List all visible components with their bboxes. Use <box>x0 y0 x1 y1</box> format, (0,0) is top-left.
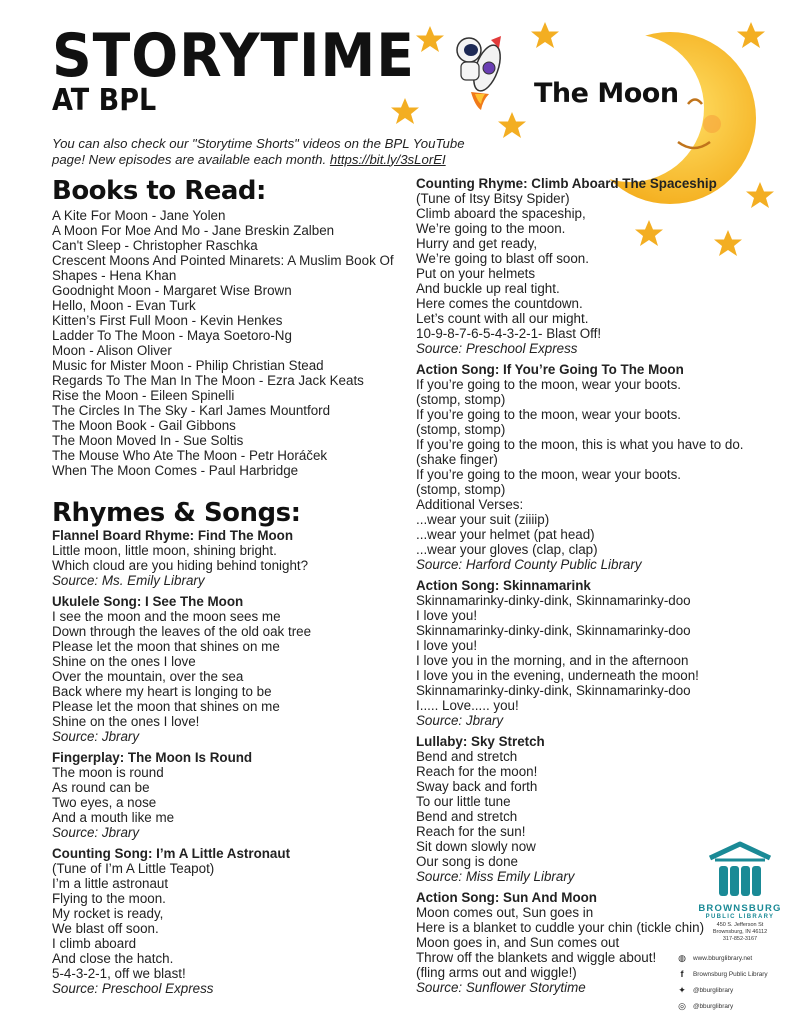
social-links <box>675 950 768 1014</box>
social-label: Brownsburg Public Library <box>693 970 768 978</box>
left-column <box>52 176 392 1002</box>
book-item: The Moon Book - Gail Gibbons <box>52 418 236 433</box>
rhyme-line: ...wear your suit (ziiiip) <box>416 512 550 527</box>
twitter-icon: ✦ <box>678 984 686 995</box>
rhyme-block <box>416 578 716 728</box>
rhyme-line: (stomp, stomp) <box>416 482 506 497</box>
book-item: Music for Mister Moon - Philip Christian Stead <box>52 358 324 373</box>
rhyme-line: Hurry and get ready, <box>416 236 538 251</box>
rhyme-line: Moon goes in, and Sun comes out <box>416 935 620 950</box>
globe-icon: ◍ <box>678 952 686 963</box>
intro-paragraph <box>52 136 472 167</box>
rhyme-line: Please let the moon that shines on me <box>52 699 280 714</box>
rhyme-line: Let’s count with all our might. <box>416 311 589 326</box>
rhyme-line: My rocket is ready, <box>52 906 164 921</box>
library-building-icon <box>705 840 775 898</box>
book-item: When The Moon Comes - Paul Harbridge <box>52 463 299 478</box>
library-subname: PUBLIC LIBRARY <box>705 914 775 920</box>
book-item: Crescent Moons And Pointed Minarets: A Muslim Book Of <box>52 253 394 268</box>
rhyme-source: Source: Miss Emily Library <box>416 869 575 884</box>
rhyme-source: Source: Sunflower Storytime <box>416 980 586 995</box>
social-twitter[interactable] <box>675 982 768 998</box>
rhyme-title: Action Song: Skinnamarink <box>416 578 591 593</box>
theme-title: The Moon <box>534 78 679 109</box>
book-list <box>52 208 392 478</box>
rhyme-line: Here is a blanket to cuddle your chin (tickle chin) <box>416 920 705 935</box>
rhyme-title: Ukulele Song: I See The Moon <box>52 594 244 609</box>
intro-text: You can also check our "Storytime Shorts" videos on the BPL YouTube page! New episodes are available each month. <box>52 136 465 167</box>
books-heading: Books to Read: <box>52 176 266 206</box>
rhyme-line: Down through the leaves of the old oak tree <box>52 624 312 639</box>
rhyme-block <box>416 734 716 884</box>
book-item: A Kite For Moon - Jane Yolen <box>52 208 226 223</box>
rhyme-line: (fling arms out and wiggle!) <box>416 965 577 980</box>
rhyme-line: I climb aboard <box>52 936 137 951</box>
social-instagram[interactable] <box>675 998 768 1014</box>
social-label: @bburglibrary <box>693 1002 734 1010</box>
rhyme-source: Source: Preschool Express <box>52 981 214 996</box>
rhyme-line: Bend and stretch <box>416 749 518 764</box>
rhyme-line: If you’re going to the moon, this is what you have to do. <box>416 437 744 452</box>
rhyme-line: Over the mountain, over the sea <box>52 669 244 684</box>
rhyme-source: Source: Jbrary <box>416 713 504 728</box>
astronaut-rocket-illustration <box>449 20 509 115</box>
youtube-link[interactable]: https://bit.ly/3sLorEI <box>329 151 446 167</box>
rhyme-line: Skinnamarinky-dinky-dink, Skinnamarinky-doo <box>416 623 691 638</box>
rhyme-line: I love you in the evening, underneath the moon! <box>416 668 699 683</box>
rhyme-source: Source: Preschool Express <box>416 341 578 356</box>
rhyme-line: I love you in the morning, and in the afternoon <box>416 653 689 668</box>
rhyme-line: Back where my heart is longing to be <box>52 684 272 699</box>
rhyme-line: Put on your helmets <box>416 266 536 281</box>
rhyme-line: I love you! <box>416 608 478 623</box>
rhyme-source: Source: Ms. Emily Library <box>52 573 205 588</box>
rhyme-title: Counting Rhyme: Climb Aboard The Spaceship <box>416 176 717 191</box>
rhyme-source: Source: Harford County Public Library <box>416 557 642 572</box>
rhyme-block <box>52 594 392 744</box>
rhyme-line: Our song is done <box>416 854 518 869</box>
rhyme-title: Lullaby: Sky Stretch <box>416 734 545 749</box>
rhyme-line: ...wear your gloves (clap, clap) <box>416 542 598 557</box>
rhyme-block <box>52 750 392 840</box>
rhyme-line: (Tune of Itsy Bitsy Spider) <box>416 191 570 206</box>
book-item: Goodnight Moon - Margaret Wise Brown <box>52 283 292 298</box>
rhyme-line: We’re going to blast off soon. <box>416 251 589 266</box>
rhyme-line: Moon comes out, Sun goes in <box>416 905 594 920</box>
social-label: @bburglibrary <box>693 986 734 994</box>
rhyme-line: I’m a little astronaut <box>52 876 169 891</box>
rhyme-line: Throw off the blankets and wiggle about! <box>416 950 657 965</box>
library-name: BROWNSBURG <box>698 903 782 914</box>
library-address <box>690 922 790 943</box>
rhyme-line: If you’re going to the moon, wear your boots. <box>416 377 681 392</box>
page-title: STORYTIME <box>52 21 415 91</box>
rhyme-line: (Tune of I’m A Little Teapot) <box>52 861 215 876</box>
rhyme-line: If you’re going to the moon, wear your boots. <box>416 407 681 422</box>
facebook-icon: f <box>680 969 684 979</box>
rhyme-line: (stomp, stomp) <box>416 392 506 407</box>
rhyme-line: Reach for the moon! <box>416 764 538 779</box>
book-item: Kitten’s First Full Moon - Kevin Henkes <box>52 313 283 328</box>
book-item: Hello, Moon - Evan Turk <box>52 298 196 313</box>
rhyme-title: Flannel Board Rhyme: Find The Moon <box>52 528 294 543</box>
rhymes-heading: Rhymes & Songs: <box>52 498 301 528</box>
rhyme-block <box>52 846 392 996</box>
rhyme-title: Counting Song: I’m A Little Astronaut <box>52 846 291 861</box>
rhyme-line: (stomp, stomp) <box>416 422 506 437</box>
rhyme-line: I love you! <box>416 638 478 653</box>
rhyme-line: Sway back and forth <box>416 779 538 794</box>
page-subtitle: AT BPL <box>52 83 157 118</box>
rhyme-line: As round can be <box>52 780 150 795</box>
rhyme-block <box>416 362 744 572</box>
rhyme-line: Climb aboard the spaceship, <box>416 206 586 221</box>
address-line: Brownsburg, IN 46112 <box>712 929 768 935</box>
rhyme-block <box>52 528 392 588</box>
book-item: Shapes - Hena Khan <box>52 268 177 283</box>
book-item: Can't Sleep - Christopher Raschka <box>52 238 258 253</box>
rhyme-title: Fingerplay: The Moon Is Round <box>52 750 253 765</box>
instagram-icon: ◎ <box>678 1000 686 1011</box>
rhyme-line: Here comes the countdown. <box>416 296 583 311</box>
library-logo <box>690 840 790 943</box>
book-item: Moon - Alison Oliver <box>52 343 172 358</box>
book-item: Rise the Moon - Eileen Spinelli <box>52 388 235 403</box>
rhyme-line: 10-9-8-7-6-5-4-3-2-1- Blast Off! <box>416 326 602 341</box>
rhyme-line: Skinnamarinky-dinky-dink, Skinnamarinky-doo <box>416 593 691 608</box>
rhyme-line: Skinnamarinky-dinky-dink, Skinnamarinky-doo <box>416 683 691 698</box>
rhyme-line: Reach for the sun! <box>416 824 526 839</box>
rhyme-line: (shake finger) <box>416 452 498 467</box>
rhyme-line: I see the moon and the moon sees me <box>52 609 281 624</box>
rhyme-line: Additional Verses: <box>416 497 524 512</box>
social-website[interactable] <box>675 950 768 966</box>
rhyme-source: Source: Jbrary <box>52 729 140 744</box>
book-item: Regards To The Man In The Moon - Ezra Jack Keats <box>52 373 364 388</box>
book-item: A Moon For Moe And Mo - Jane Breskin Zalben <box>52 223 335 238</box>
rhyme-title: Action Song: Sun And Moon <box>416 890 597 905</box>
rhyme-line: Shine on the ones I love! <box>52 714 200 729</box>
book-item: The Moon Moved In - Sue Soltis <box>52 433 244 448</box>
book-item: Ladder To The Moon - Maya Soetoro-Ng <box>52 328 292 343</box>
book-item: The Mouse Who Ate The Moon - Petr Horáček <box>52 448 328 463</box>
phone-number: 317-852-3167 <box>722 936 758 942</box>
rhyme-line: We blast off soon. <box>52 921 159 936</box>
rhyme-line: And buckle up real tight. <box>416 281 560 296</box>
rhyme-line: I..... Love..... you! <box>416 698 519 713</box>
rhyme-line: Please let the moon that shines on me <box>52 639 280 654</box>
rhyme-line: Little moon, little moon, shining bright. <box>52 543 277 558</box>
rhyme-line: ...wear your helmet (pat head) <box>416 527 595 542</box>
rhyme-title: Action Song: If You’re Going To The Moon <box>416 362 684 377</box>
rhyme-line: To our little tune <box>416 794 511 809</box>
rhyme-block <box>416 890 716 995</box>
rhyme-line: We’re going to the moon. <box>416 221 566 236</box>
rhyme-line: And close the hatch. <box>52 951 174 966</box>
rhyme-line: The moon is round <box>52 765 164 780</box>
rhyme-block <box>416 176 716 356</box>
social-facebook[interactable] <box>675 966 768 982</box>
rhyme-line: If you’re going to the moon, wear your boots. <box>416 467 681 482</box>
rhyme-line: And a mouth like me <box>52 810 175 825</box>
rhyme-source: Source: Jbrary <box>52 825 140 840</box>
rhyme-line: Flying to the moon. <box>52 891 166 906</box>
rhyme-line: Sit down slowly now <box>416 839 536 854</box>
rhyme-line: Two eyes, a nose <box>52 795 157 810</box>
rhyme-line: Which cloud are you hiding behind tonight? <box>52 558 309 573</box>
rhyme-line: 5-4-3-2-1, off we blast! <box>52 966 186 981</box>
social-label: www.bburglibrary.net <box>693 954 753 962</box>
address-line: 450 S. Jefferson St <box>716 922 764 928</box>
book-item: The Circles In The Sky - Karl James Mountford <box>52 403 331 418</box>
rhyme-line: Shine on the ones I love <box>52 654 196 669</box>
rhyme-line: Bend and stretch <box>416 809 518 824</box>
